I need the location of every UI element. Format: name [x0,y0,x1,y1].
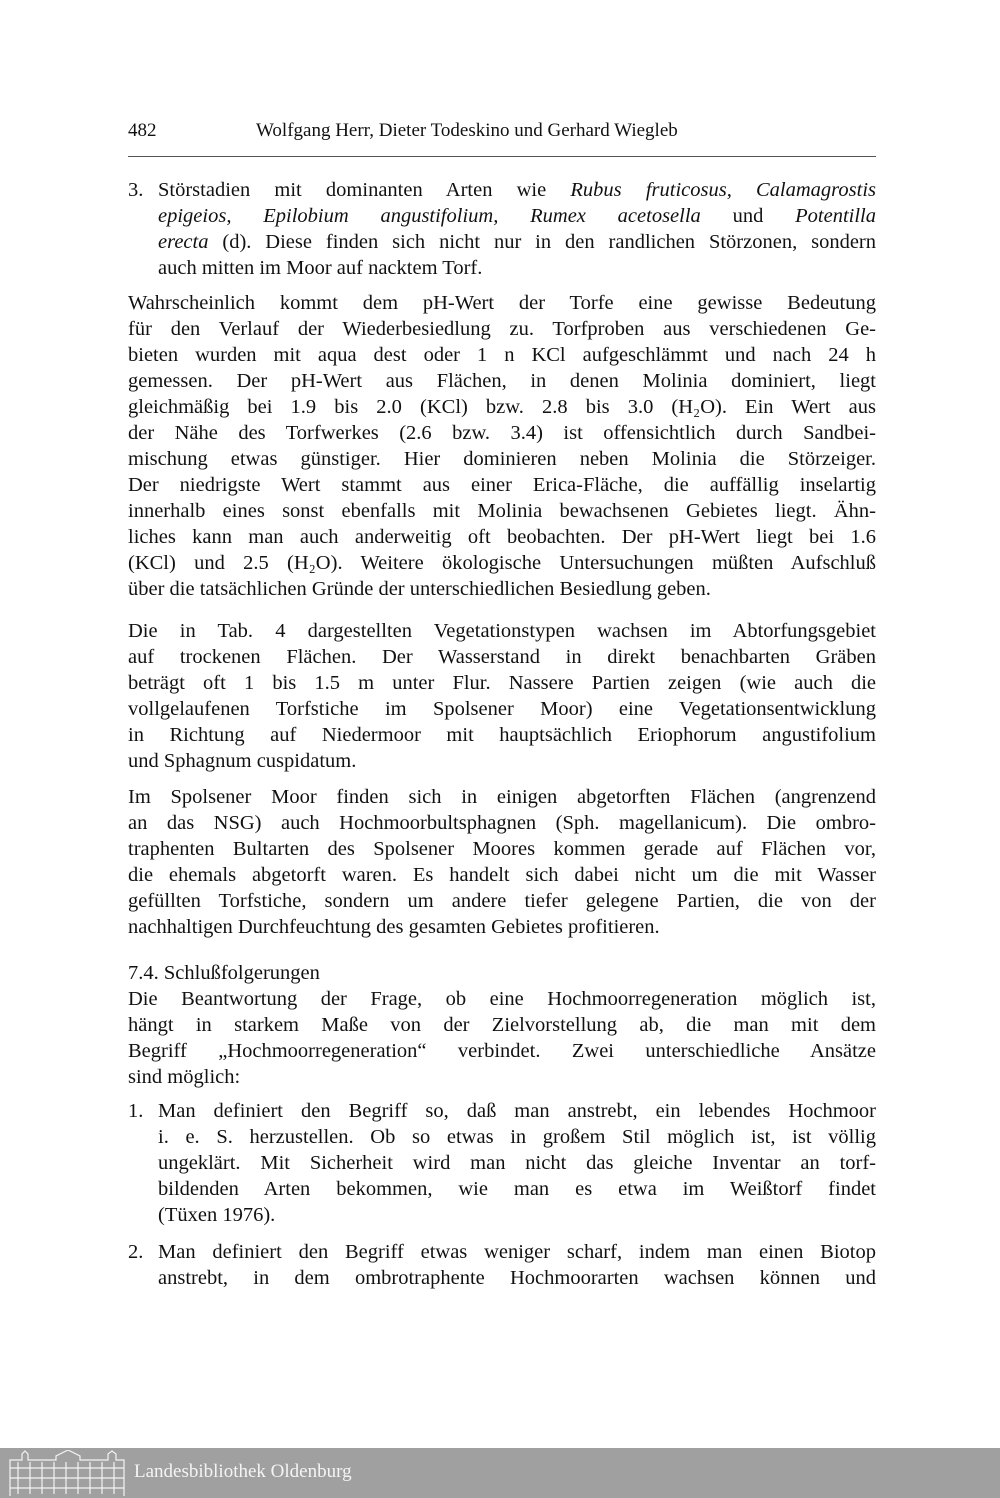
text-line [158,1239,876,1265]
text-line [128,986,876,1012]
text-span: hängt in starkem Maße von der Zielvorstellung ab, die man mit dem [128,1014,876,1036]
list-item [128,1098,876,1228]
text-span: für den Verlauf der Wiederbesiedlung zu. Torfproben aus verschiedenen Ge- [128,318,876,340]
text-line [128,960,876,986]
text-line [128,784,876,810]
text-line [128,722,876,748]
text-span: (KCl) und 2.5 (H₂O). Weitere ökologische Untersuchungen müßten Aufschluß [128,552,876,574]
text-span: Störstadien mit dominanten Arten wie [158,179,571,201]
italic-text: Rubus fruticosus, Calamagrostis [570,179,876,201]
text-span: Begriff „Hochmoorregeneration“ verbindet. Zwei unterschiedliche Ansätze [128,1040,876,1062]
library-name: Landesbibliothek Oldenburg [134,1461,352,1482]
italic-text: epigeios, Epilobium angustifolium, Rumex acetosella [158,205,701,227]
text-line [158,177,876,203]
text-span: bildenden Arten bekommen, wie man es etwa im Weißtorf findet [158,1178,876,1200]
text-span: anstrebt, in dem ombrotraphente Hochmoorarten wachsen können und [158,1267,876,1289]
text-span: in Richtung auf Niedermoor mit hauptsächlich Eriophorum angustifolium [128,724,876,746]
text-line [128,836,876,862]
text-line [128,888,876,914]
paragraph [128,290,876,602]
text-line [158,1202,876,1228]
text-line [128,446,876,472]
text-line [128,1012,876,1038]
text-line [128,914,876,940]
italic-text: erecta [158,231,209,253]
text-span: an das NSG) auch Hochmoorbultsphagnen (Sph. magellanicum). Die ombro- [128,812,876,834]
list-number: 3. [128,179,144,201]
text-span: innerhalb eines sonst ebenfalls mit Molinia bewachsenen Gebietes liegt. Ähn- [128,500,876,522]
text-line [158,1124,876,1150]
text-line [158,229,876,255]
text-line [128,550,876,576]
text-line [158,1098,876,1124]
text-span: Die in Tab. 4 dargestellten Vegetationstypen wachsen im Abtorfungsgebiet [128,620,876,642]
text-line [158,1265,876,1291]
text-span: traphenten Bultarten des Spolsener Moores kommen gerade auf Flächen vor, [128,838,876,860]
text-line [128,472,876,498]
text-span: mischung etwas günstiger. Hier dominieren neben Molinia die Störzeiger. [128,448,876,470]
authors: Wolfgang Herr, Dieter Todeskino und Gerhard Wiegleb [256,120,678,141]
text-line [128,498,876,524]
text-line [128,524,876,550]
text-span: der Nähe des Torfwerkes (2.6 bzw. 3.4) ist offensichtlich durch Sandbei- [128,422,876,444]
text-span: beträgt oft 1 bis 1.5 m unter Flur. Nassere Partien zeigen (wie auch die [128,672,876,694]
text-span: gemessen. Der pH-Wert aus Flächen, in denen Molinia dominiert, liegt [128,370,876,392]
list-item [128,1239,876,1291]
page-number: 482 [128,120,157,141]
text-line [128,618,876,644]
text-span: bieten wurden mit aqua dest oder 1 n KCl aufgeschlämmt und nach 24 h [128,344,876,366]
text-span: Die Beantwortung der Frage, ob eine Hochmoorregeneration möglich ist, [128,988,876,1010]
text-line [128,576,876,602]
paragraph [128,986,876,1090]
text-line [158,255,876,281]
text-span: Wahrscheinlich kommt dem pH-Wert der Torfe eine gewisse Bedeutung [128,292,876,314]
text-span: die ehemals abgetorft waren. Es handelt sich dabei nicht um die mit Wasser [128,864,876,886]
text-span: Man definiert den Begriff etwas weniger scharf, indem man einen Biotop [158,1241,876,1263]
text-span: (Tüxen 1976). [158,1204,276,1226]
library-building-logo-icon [8,1450,126,1496]
text-span: über die tatsächlichen Gründe der unterschiedlichen Besiedlung geben. [128,578,711,600]
text-line [128,290,876,316]
italic-text: Potentilla [795,205,876,227]
text-span: Der niedrigste Wert stammt aus einer Erica-Fläche, die auffällig inselartig [128,474,876,496]
text-line [128,748,876,774]
text-span: vollgelaufenen Torfstiche im Spolsener Moor) eine Vegetationsentwicklung [128,698,876,720]
list-item [128,177,876,281]
text-line [128,368,876,394]
text-span: i. e. S. herzustellen. Ob so etwas in großem Stil möglich ist, ist völlig [158,1126,876,1148]
text-line [128,1038,876,1064]
list-number: 1. [128,1100,144,1122]
text-span: und [700,205,796,227]
text-line [128,1064,876,1090]
text-span: und Sphagnum cuspidatum. [128,750,357,772]
text-line [128,316,876,342]
list-number: 2. [128,1241,144,1263]
text-line [158,1150,876,1176]
library-footer [0,1448,1000,1498]
text-span: sind möglich: [128,1066,241,1088]
paragraph [128,618,876,774]
text-span: (d). Diese finden sich nicht nur in den randlichen Störzonen, sondern [208,231,876,253]
text-line [128,696,876,722]
text-span: Man definiert den Begriff so, daß man anstrebt, ein lebendes Hochmoor [158,1100,876,1122]
text-line [128,342,876,368]
text-span: nachhaltigen Durchfeuchtung des gesamten Gebietes profitieren. [128,916,660,938]
text-span: liches kann man auch anderweitig oft beobachten. Der pH-Wert liegt bei 1.6 [128,526,876,548]
paragraph [128,784,876,940]
text-span: 7.4. Schlußfolgerungen [128,962,320,984]
header-rule [128,156,876,157]
section-heading [128,960,876,986]
text-span: gleichmäßig bei 1.9 bis 2.0 (KCl) bzw. 2.8 bis 3.0 (H₂O). Ein Wert aus [128,396,876,418]
text-span: auch mitten im Moor auf nacktem Torf. [158,257,483,279]
text-span: auf trockenen Flächen. Der Wasserstand in direkt benachbarten Gräben [128,646,876,668]
text-line [128,810,876,836]
text-line [128,394,876,420]
text-span: gefüllten Torfstiche, sondern um andere tiefer gelegene Partien, die von der [128,890,876,912]
text-line [158,1176,876,1202]
text-span: Im Spolsener Moor finden sich in einigen abgetorften Flächen (angrenzend [128,786,876,808]
text-line [128,862,876,888]
text-line [128,644,876,670]
text-line [128,420,876,446]
text-line [128,670,876,696]
text-line [158,203,876,229]
text-span: ungeklärt. Mit Sicherheit wird man nicht das gleiche Inventar an torf- [158,1152,876,1174]
